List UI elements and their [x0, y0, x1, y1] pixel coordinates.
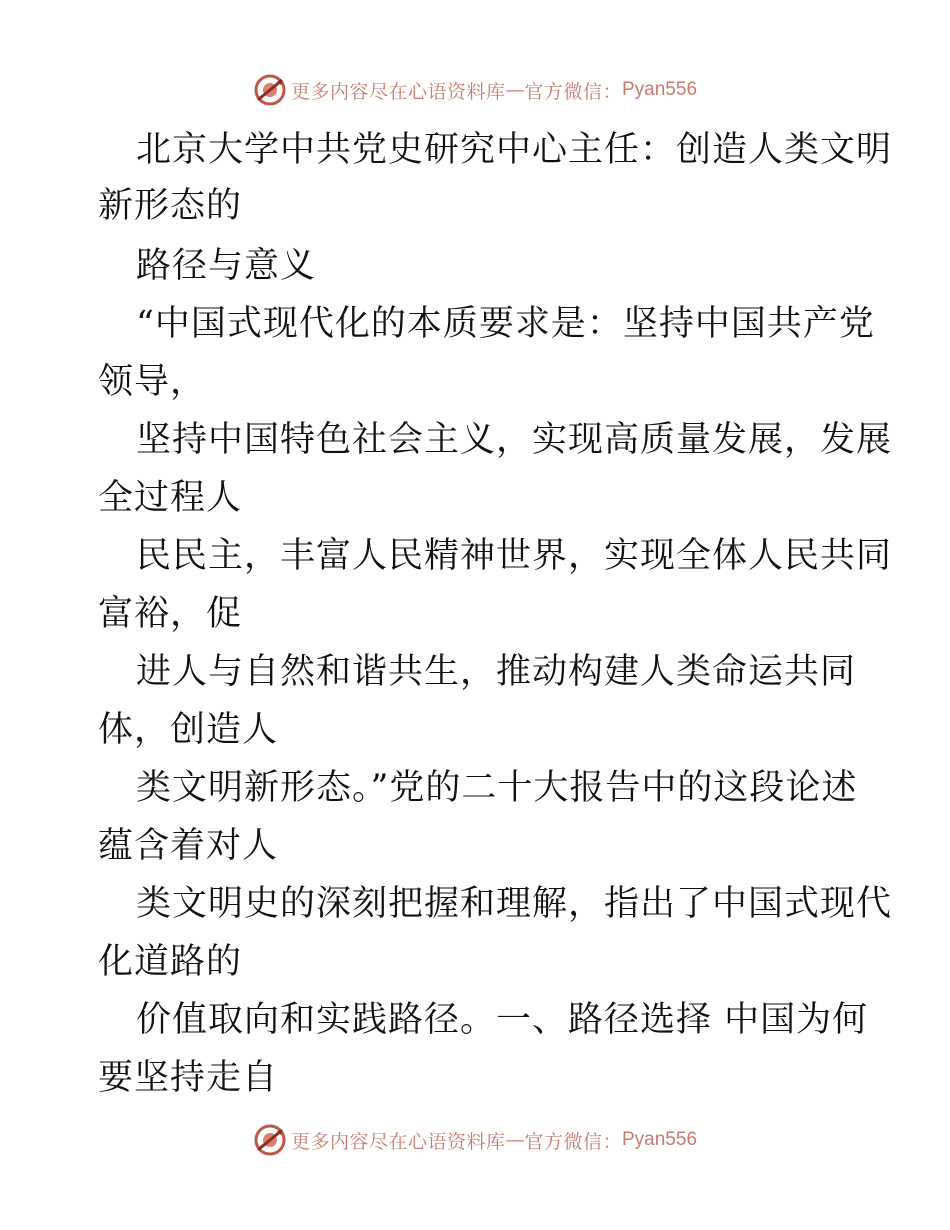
text-line: 类文明史的深刻把握和理解，指出了中国式现代 — [136, 884, 893, 924]
text-line: 路径与意义 — [136, 246, 317, 286]
text-line: 要坚持走自 — [98, 1058, 279, 1098]
text-line: 富裕，促 — [98, 594, 243, 634]
text-line: 新形态的 — [98, 186, 243, 226]
logo-icon — [253, 73, 287, 107]
banner-wechat-label: 官方微信： — [524, 1130, 622, 1153]
banner-wechat-id: Pyan556 — [622, 1129, 698, 1150]
text-line: 体，创造人 — [98, 710, 279, 750]
text-line: “中国式现代化的本质要求是：坚持中国共产党 — [136, 304, 875, 344]
text-line: 蕴含着对人 — [98, 826, 279, 866]
header-banner — [0, 70, 950, 110]
logo-icon — [253, 1123, 287, 1157]
banner-text: 更多内容尽在心语资料库 — [290, 80, 506, 103]
banner-text: 更多内容尽在心语资料库 — [290, 1130, 506, 1153]
text-line: 价值取向和实践路径。一、路径选择 中国为何 — [136, 1000, 869, 1040]
text-line: 北京大学中共党史研究中心主任：创造人类文明 — [136, 130, 893, 170]
banner-wechat-label: 官方微信： — [524, 80, 622, 103]
text-line: 民民主，丰富人民精神世界，实现全体人民共同 — [136, 536, 893, 576]
footer-banner — [0, 1120, 950, 1160]
text-line: 进人与自然和谐共生，推动构建人类命运共同 — [136, 652, 857, 692]
text-line: 领导， — [98, 362, 207, 402]
text-line: 类文明新形态。”党的二十大报告中的这段论述 — [136, 768, 858, 808]
banner-separator: — — [505, 79, 525, 101]
text-line: 全过程人 — [98, 478, 243, 518]
text-line: 化道路的 — [98, 942, 243, 982]
text-line: 坚持中国特色社会主义，实现高质量发展，发展 — [136, 420, 893, 460]
banner-separator: — — [505, 1129, 525, 1151]
banner-wechat-id: Pyan556 — [622, 79, 698, 100]
